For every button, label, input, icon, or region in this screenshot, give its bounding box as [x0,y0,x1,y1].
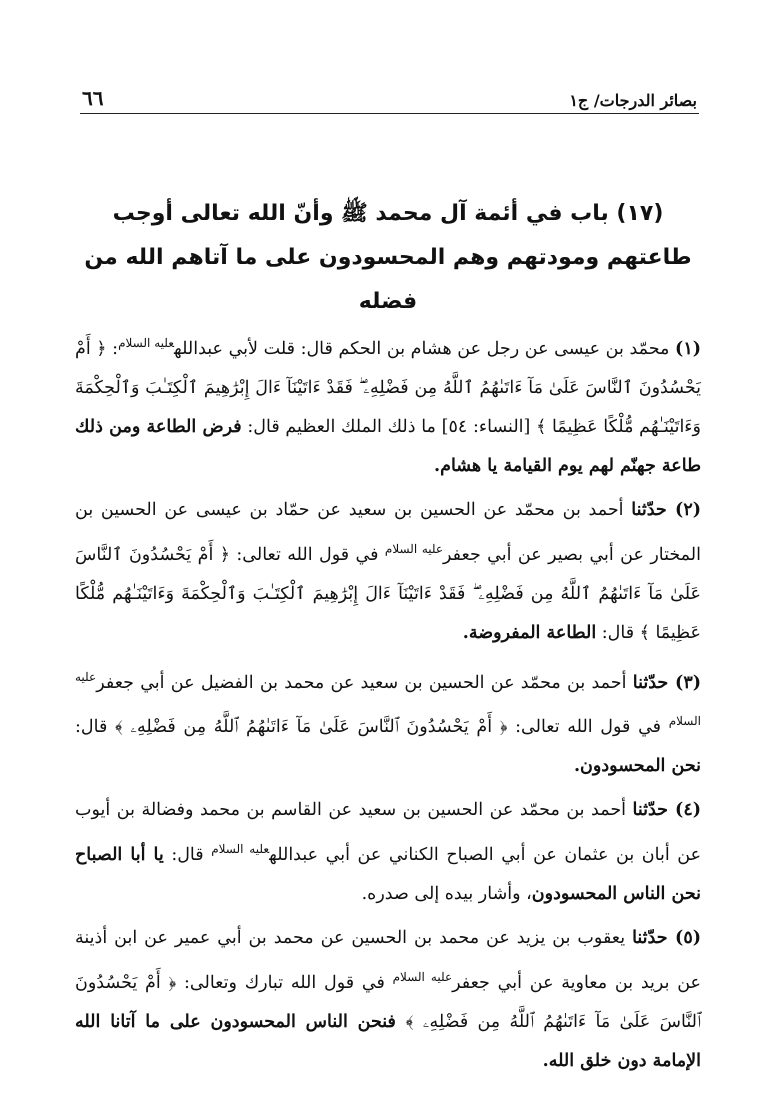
hadith-text: يعقوب بن يزيد عن محمد بن الحسين عن محمد بن أبي عمير عن ابن أذينة عن بريد بن معاوية عن أبي جعفر [75,928,701,993]
hadith-text: أحمد بن محمّد عن الحسين بن سعيد عن محمد بن الفضيل عن أبي جعفر [96,672,633,693]
chapter-title [75,192,701,324]
hadith-number: (٥) [675,928,701,949]
hadith-text: أحمد بن محمّد عن الحسين بن سعيد عن القاسم بن محمد وفضالة بن أيوب عن أبان بن عثمان عن أبي الصباح الكناني عن أبي عبدالله [75,800,702,866]
haddathana-label: حدّثنا [632,800,676,821]
honorific-mark: عليه السلام [392,970,453,985]
imam-answer: نحن المحسودون. [573,756,701,777]
hadith-text: في قول الله تبارك وتعالى: [176,972,393,993]
hadith-number: (١) [675,338,701,359]
hadith-3 [75,657,701,791]
quran-verse: ﴿ أَمْ يَحْسُدُونَ ٱلنَّاسَ عَلَىٰ مَآ ءَاتَىٰهُمُ ٱللَّهُ مِن فَضْلِهِۦ ۖ فَقَدْ ءَاتَيْنَآ ءَالَ إِبْرَٰهِيمَ ٱلْكِتَـٰبَ وَٱلْحِكْمَةَ وَءَاتَيْنَـٰهُم مُّلْكًا عَظِيمًا ﴾ [75,544,701,643]
imam-answer: الطاعة المفروضة. [462,622,597,643]
hadith-5 [75,918,701,1085]
haddathana-label: حدّثنا [631,499,676,520]
imam-answer: فرض الطاعة ومن ذلك طاعة جهنّم لهم يوم القيامة يا هشام. [75,416,701,476]
page-number: ٦٦ [82,86,104,110]
page-header [82,78,697,110]
hadith-text: في قول الله تعالى: [229,544,385,565]
haddathana-label: حدّثنا [632,672,676,693]
page-body [75,192,701,1085]
hadith-number: (٤) [675,800,701,821]
quran-verse: ﴿ أَمْ يَحْسُدُونَ ٱلنَّاسَ عَلَىٰ مَآ ءَاتَىٰهُمُ ٱللَّهُ مِن فَضْلِهِۦ ﴾ [114,717,508,738]
honorific-mark: عليه السلام [384,541,444,556]
imam-answer: يا أبا الصباح نحن الناس المحسودون [75,845,701,905]
hadith-text: [النساء: ٥٤] ما ذلك الملك العظيم قال: [241,416,537,437]
hadith-text: قال: [75,717,115,738]
hadith-number: (٣) [675,672,701,693]
honorific-mark: عليه السلام [75,669,702,729]
haddathana-label: حدّثنا [632,928,676,949]
hadith-text: قال: [596,622,640,643]
honorific-mark: عليه السلام [211,842,270,857]
hadith-2 [75,490,701,657]
running-title: بصائر الدرجات/ ج١ [569,91,697,110]
hadith-text: أحمد بن محمّد عن الحسين بن سعيد عن حمّاد بن عيسى عن الحسين بن المختار عن أبي بصير عن أبي جعفر [75,499,701,565]
hadith-number: (٢) [675,499,701,520]
quran-verse: ﴿ أَمْ يَحْسُدُونَ ٱلنَّاسَ عَلَىٰ مَآ ءَاتَىٰهُمُ ٱللَّهُ مِن فَضْلِهِۦ ﴾ [75,972,701,1032]
hadith-1 [75,324,701,490]
hadith-text: قال: [163,845,212,866]
quran-verse: ﴿ أَمْ يَحْسُدُونَ ٱلنَّاسَ عَلَىٰ مَآ ءَاتَىٰهُمُ ٱللَّهُ مِن فَضْلِهِۦ ۖ فَقَدْ ءَاتَيْنَآ ءَالَ إِبْرَٰهِيمَ ٱلْكِتَـٰبَ وَٱلْحِكْمَةَ وَءَاتَيْنَـٰهُم مُّلْكًا عَظِيمًا ﴾ [75,338,701,437]
hadith-text: ، وأشار بيده إلى صدره. [361,884,532,905]
chapter-title-line-1: (١٧) باب في أئمة آل محمد ﷺ وأنّ الله تعالى أوجب [112,201,664,226]
hadith-text: في قول الله تعالى: [507,717,669,738]
hadith-text: : [106,338,119,359]
imam-answer: فنحن الناس المحسودون على ما آتانا الله الإمامة دون خلق الله. [75,1011,701,1071]
hadith-text: محمّد بن عيسى عن رجل عن هشام بن الحكم قال: قلت لأبي عبدالله [174,338,676,359]
hadith-4 [75,790,701,918]
honorific-mark: عليه السلام [118,336,175,350]
header-divider [80,113,699,114]
chapter-title-line-2: طاعتهم ومودتهم وهم المحسودون على ما آتاهم الله من فضله [84,245,692,314]
